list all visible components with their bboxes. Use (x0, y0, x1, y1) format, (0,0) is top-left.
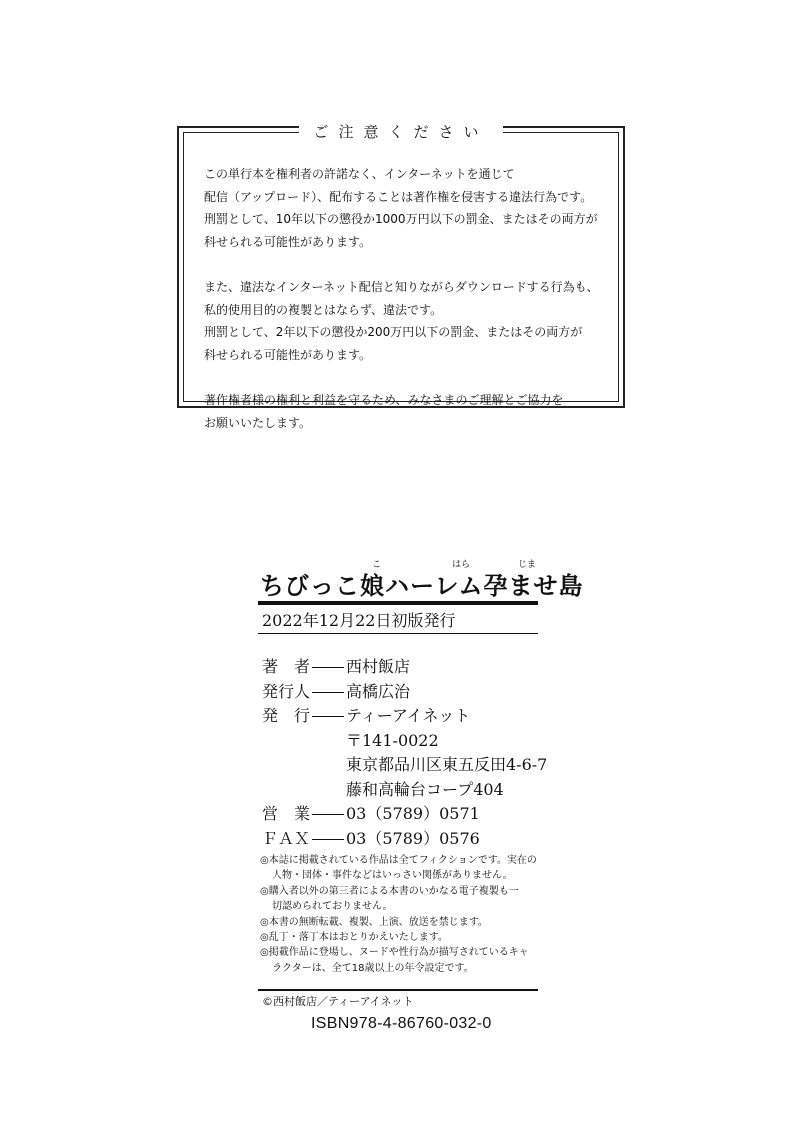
title-ruby-ko: こ (372, 560, 382, 570)
credit-row-author (262, 655, 547, 680)
publisher-key: 発 行 (262, 706, 311, 725)
notice-line: また、違法なインターネット配信と知りながらダウンロードする行為も、 (204, 279, 599, 294)
credits-block (262, 655, 547, 851)
notice-paragraph-3 (204, 389, 610, 434)
notice-line: この単行本を権利者の許諾なく、インターネットを通じて (204, 167, 515, 181)
copyright-rule (258, 989, 538, 991)
address-line-2: 藤和高輪台コープ404 (346, 779, 504, 799)
author-value: 西村飯店 (346, 657, 411, 676)
credit-row-fax (262, 827, 547, 852)
notice-body (204, 163, 610, 434)
note-item: ◎購入者以外の第三者による本書のいかなる電子複製も一 (260, 885, 519, 897)
publisher-person-key: 発行人 (262, 681, 311, 701)
title-rule (258, 601, 538, 605)
leader-dash (312, 692, 344, 693)
notice-title: ご注意ください (299, 121, 502, 142)
note-item: ◎本誌に掲載されている作品は全てフィクションです。実在の (260, 855, 537, 866)
title-ruby-hara: はら (452, 560, 471, 570)
notice-line: 科せられる可能性があります。 (204, 234, 372, 249)
postal-code: 〒141-0022 (346, 730, 439, 750)
publication-date: 2022年12月22日初版発行 (262, 611, 456, 630)
publisher-value: ティーアイネット (346, 706, 471, 725)
book-title: ちびっこ娘ハーレム孕ませ島 (260, 571, 584, 600)
sales-value: 03（5789）0571 (346, 804, 480, 823)
notice-line: 科せられる可能性があります。 (204, 347, 372, 362)
note-item: ◎掲載作品に登場し、ヌードや性行為が描写されているキャ (260, 947, 529, 959)
address-line-1: 東京都品川区東五反田4-6-7 (346, 755, 548, 774)
notice-inner-border (183, 123, 619, 430)
notice-line: お願いいたします。 (204, 415, 312, 430)
credit-row-publisher (262, 704, 547, 729)
leader-dash (312, 814, 344, 815)
notice-line: 私的使用目的の複製とはならず、違法です。 (204, 302, 443, 317)
fax-key: ＦＡＸ (262, 828, 311, 848)
notice-line: 刑罰として、2年以下の懲役か200万円以下の罰金、またはその両方が (204, 325, 583, 340)
notice-box (177, 123, 625, 430)
credit-row-publisher-person (262, 680, 547, 705)
note-continuation: 切認められておりません。 (272, 901, 393, 913)
notice-line: 配信（アップロード）、配布することは著作権を侵害する違法行為です。 (204, 189, 593, 204)
note-item: ◎乱丁・落丁本はおとりかえいたします。 (260, 932, 448, 944)
note-continuation: ラクターは、全て18歳以上の年令設定です。 (272, 962, 474, 974)
fax-value: 03（5789）0576 (346, 828, 480, 848)
sales-key: 営 業 (262, 804, 311, 823)
note-continuation: 人物・団体・事件などはいっさい関係がありません。 (272, 870, 513, 882)
notice-title-wrap (184, 121, 618, 142)
notice-line: 刑罰として、10年以下の懲役か1000万円以下の罰金、またはその両方が (204, 212, 598, 227)
leader-dash (312, 716, 344, 717)
notes-block (260, 853, 550, 976)
leader-dash (312, 839, 344, 840)
publisher-person-value: 高橋広治 (346, 681, 411, 701)
author-key: 著 者 (262, 657, 311, 676)
title-ruby-jima: じま (518, 560, 537, 570)
copyright: ©西村飯店／ティーアイネット (262, 995, 414, 1008)
notice-paragraph-2 (204, 276, 610, 366)
leader-dash (312, 667, 344, 668)
isbn: ISBN978-4-86760-032-0 (311, 1015, 492, 1032)
date-rule (258, 633, 538, 634)
notice-line: 著作権者様の権利と利益を守るため、みなさまのご理解とご協力を (204, 392, 564, 407)
note-item: ◎本書の無断転載、複製、上演、放送を禁じます。 (260, 916, 488, 928)
credit-row-sales (262, 802, 547, 827)
notice-paragraph-1 (204, 163, 610, 253)
